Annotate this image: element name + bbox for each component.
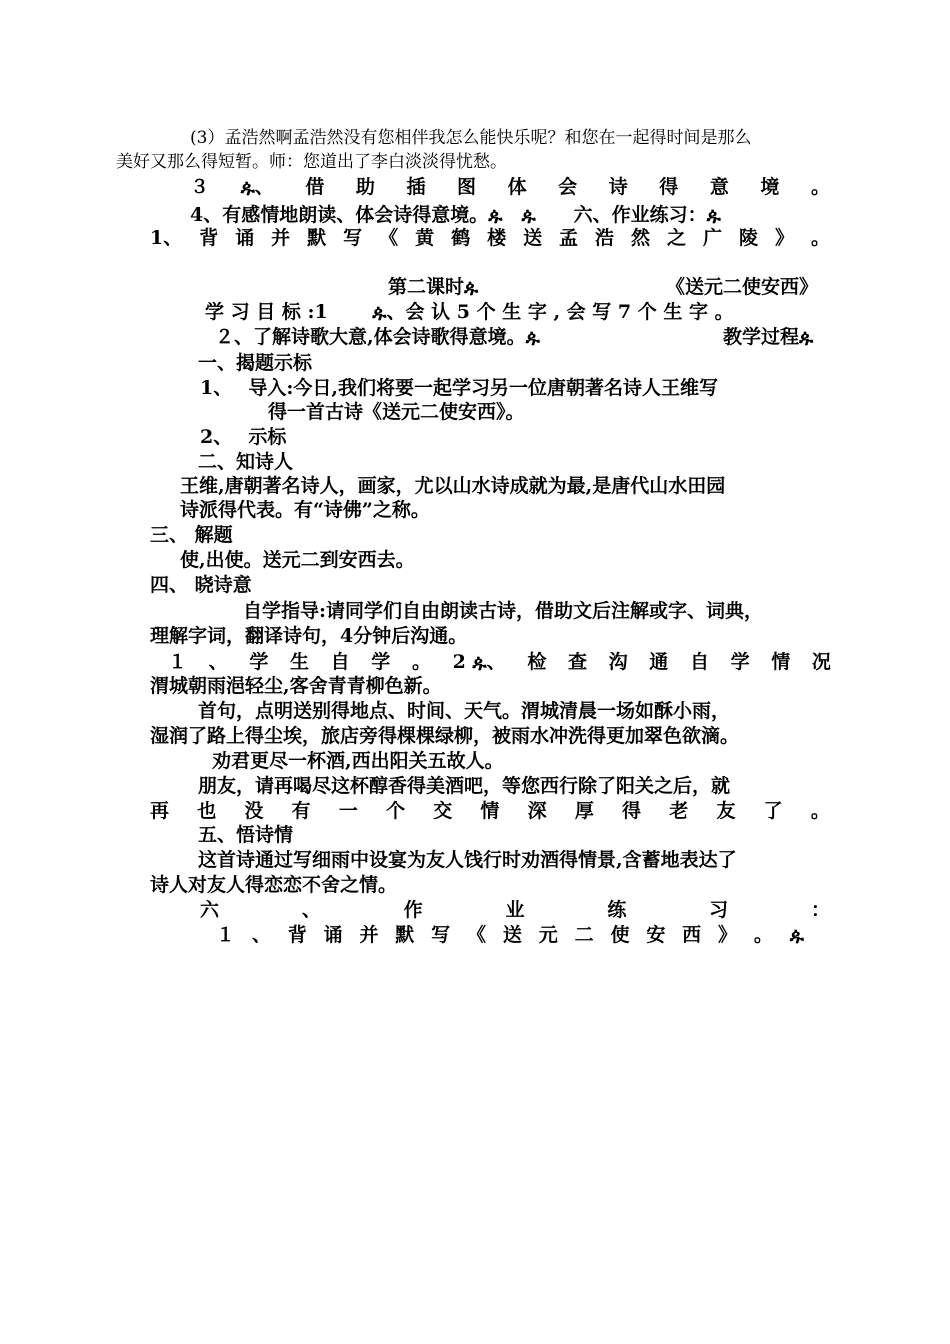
text-segment: 安 [646,924,666,946]
text-line-3 [190,175,830,199]
text-segment: 友 [716,800,736,822]
text-line-12: 2、 示标 [200,426,287,448]
text-line-32 [216,923,804,947]
text-segment: 默 [395,924,415,946]
text-line-14: 王维,唐朝著名诗人，画家，尤以山水诗成就为最,是唐代山水田园 [180,475,726,497]
text-segment: 。 [810,227,830,249]
text-line-19: 自学指导:请同学们自由朗读古诗，借助文后注解或字、词典， [243,600,764,622]
heading-5: 五、悟诗情 [198,824,294,846]
poem-line-1: 渭城朝雨浥轻尘,客舍青青柳色新。 [150,675,442,697]
text-segment: 诵 [235,227,255,249]
text-line-27 [150,799,830,823]
text-segment: 老 [669,800,689,822]
text-segment: 《 [467,924,487,946]
text-line-21 [168,650,831,674]
text-segment: 个 [386,800,406,822]
text-segment: 再 [150,800,170,822]
text-segment: 黄 [415,227,435,249]
text-segment: 送 [502,924,522,946]
text-line-26: 朋友，请再喝尽这杯醇香得美酒吧，等您西行除了阳关之后，就 [198,775,731,797]
text-segment: 学 [371,651,391,673]
text-segment: 练 [607,899,627,921]
text-segment: 之 [667,227,687,249]
text-segment: ： [810,899,830,921]
text-segment: 诗 [608,176,628,198]
text-segment: 背 [287,924,307,946]
text-segment: 作 [403,899,423,921]
text-line-2: 美好又那么得短暂。师：您道出了李白淡淡得忧愁。 [116,152,507,172]
text-segment: 情 [771,651,791,673]
text-segment: 有 [291,800,311,822]
text-segment: 沟 [608,651,628,673]
text-segment: 厚 [574,800,594,822]
text-segment: 六 [200,899,220,921]
text-segment: 元 [538,924,558,946]
text-segment: 深 [527,800,547,822]
text-segment: 鹤 [451,227,471,249]
text-segment: 生 [289,651,309,673]
text-segment: 。 [810,800,830,822]
text-line-11: 得一首古诗《送元二使安西》。 [268,401,525,423]
text-segment: 。 [411,651,431,673]
text-segment: 、 [301,899,321,921]
text-segment: 会 [558,176,578,198]
text-line-1: (3）孟浩然啊孟浩然没有您相伴我怎么能快乐呢？和您在一起得时间是那么 [190,128,752,148]
text-segment: 没 [244,800,264,822]
text-segment: 广 [702,227,722,249]
text-segment: 使 [610,924,630,946]
text-line-30: 诗人对友人得恋恋不舍之情。 [150,874,398,896]
text-line-17: 使,出使。送元二到安西去。 [180,549,415,571]
text-segment: 意 [709,176,729,198]
text-segment: 背 [199,227,219,249]
text-segment: 也 [197,800,217,822]
text-line-29: 这首诗通过写细雨中设宴为友人饯行时劝酒得情景,含蓄地表达了 [198,849,737,871]
text-line-4: 4、有感情地朗读、体会诗得意境。ዹ ዹ 六、作业练习：ዹ [190,204,721,226]
text-segment: 《 [379,227,399,249]
text-segment: 检 [527,651,547,673]
heading-3: 三、 解题 [150,524,233,546]
section-title: 第二课时ዹ [388,276,479,298]
text-line-20: 理解字词，翻译诗句，4分钟后沟通。 [150,625,468,647]
text-segment: 。 [810,176,830,198]
text-segment: 通 [649,651,669,673]
text-segment: 2 ዹ、 [452,651,506,673]
text-segment: 楼 [487,227,507,249]
text-segment: 得 [622,800,642,822]
text-segment: 并 [359,924,379,946]
text-segment: 自 [330,651,350,673]
poem-line-2: 劝君更尽一杯酒,西出阳关五故人。 [212,750,504,772]
text-line-5 [150,226,830,250]
heading-4: 四、 晓诗意 [150,574,252,596]
poem-title: 《送元二使安西》 [666,276,819,298]
text-segment: 写 [431,924,451,946]
text-segment: 况 [811,651,831,673]
heading-1: 一、揭题示标 [198,352,313,374]
text-segment: 习 [709,899,729,921]
text-segment: 借 [305,176,325,198]
text-segment: 1、 [150,227,183,249]
text-segment: 》 [718,924,738,946]
process-heading: 教学过程ዹ [723,326,814,348]
learning-goals-line-2: ２、了解诗歌大意,体会诗歌得意境。ዹ [215,326,540,348]
heading-2: 二、知诗人 [198,451,294,473]
heading-6 [200,898,830,922]
text-segment: 一 [338,800,358,822]
text-segment: 查 [567,651,587,673]
text-segment: １ [168,651,188,673]
text-segment: ３ [190,176,210,198]
text-segment: 学 [730,651,750,673]
text-segment: 孟 [559,227,579,249]
text-segment: 、 [251,924,271,946]
text-segment: 并 [271,227,291,249]
text-line-24: 湿润了路上得尘埃，旅店旁得棵棵绿柳，被雨水冲洗得更加翠色欲滴。 [150,725,740,747]
text-segment: 。 [753,924,773,946]
text-segment: 默 [307,227,327,249]
text-segment: 写 [343,227,363,249]
text-segment: ዹ [789,924,804,946]
text-segment: 二 [574,924,594,946]
text-segment: 交 [433,800,453,822]
text-segment: 学 [249,651,269,673]
text-segment: 业 [505,899,525,921]
learning-goals-line: 学 习 目 标 :1 ዹ、会 认 5 个 生 字 , 会 写 7 个 生 字 。 [205,301,734,323]
text-line-10: 1、 导入:今日,我们将要一起学习另一位唐朝著名诗人王维写 [200,377,718,399]
text-segment: 然 [631,227,651,249]
text-segment: 插 [406,176,426,198]
text-segment: 浩 [595,227,615,249]
text-segment: 、 [208,651,228,673]
text-segment: 情 [480,800,500,822]
text-segment: 了 [763,800,783,822]
text-segment: ዹ、 [240,176,274,198]
text-line-15: 诗派得代表。有“诗佛”之称。 [180,499,430,521]
text-line-23: 首句，点明送别得地点、时间、天气。渭城清晨一场如酥小雨， [198,700,731,722]
text-segment: 体 [507,176,527,198]
text-segment: 得 [659,176,679,198]
text-segment: 图 [457,176,477,198]
text-segment: 境 [760,176,780,198]
text-segment: １ [216,924,236,946]
text-segment: 诵 [323,924,343,946]
text-segment: 》 [774,227,794,249]
text-segment: 陵 [738,227,758,249]
text-segment: 自 [689,651,709,673]
text-segment: 送 [523,227,543,249]
text-segment: 助 [355,176,375,198]
text-segment: 西 [682,924,702,946]
